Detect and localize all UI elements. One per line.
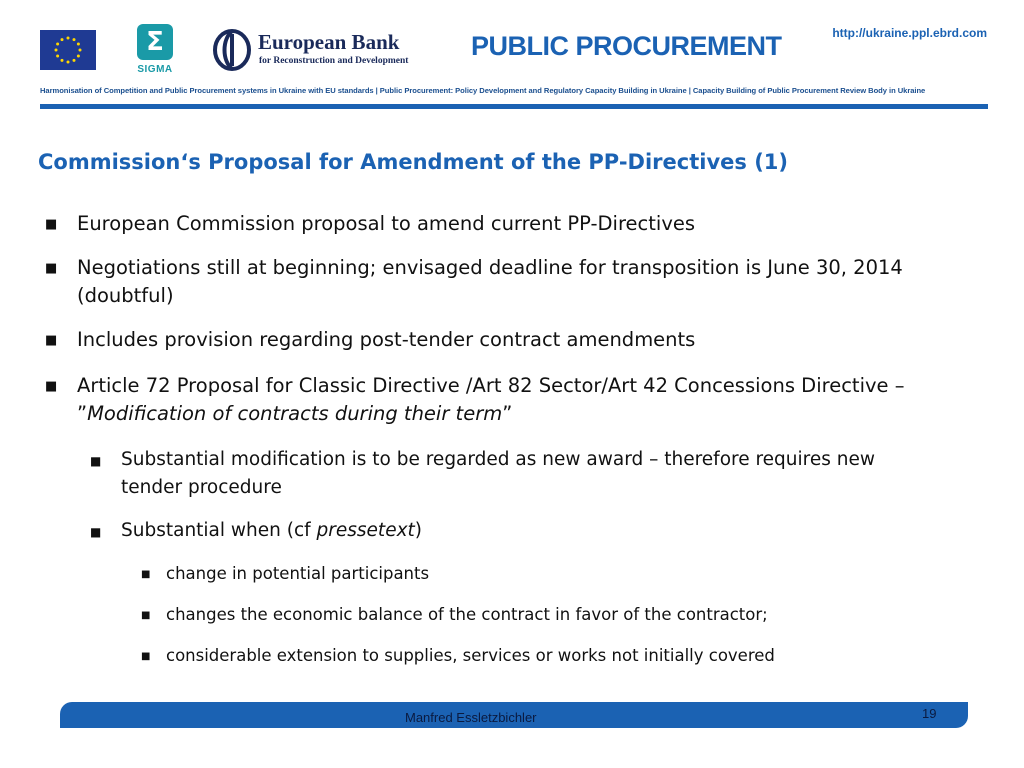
eu-flag-logo bbox=[40, 30, 96, 70]
bullet-item bbox=[45, 210, 957, 238]
bullet-text: considerable extension to supplies, services or works not initially covered bbox=[166, 646, 775, 665]
bullet-text-end: ) bbox=[414, 520, 422, 541]
header-divider bbox=[40, 104, 988, 109]
bullet-italic-text: pressetext bbox=[316, 520, 415, 541]
bullet-text: European Commission proposal to amend current PP-Directives bbox=[77, 212, 696, 235]
sigma-logo bbox=[132, 24, 178, 78]
bullet-text: change in potential participants bbox=[166, 564, 430, 583]
eu-star-icon bbox=[61, 59, 64, 62]
program-tagline: Harmonisation of Competition and Public Procurement systems in Ukraine with EU standards | Public Procurement: Policy Development and Regulatory Capacity Building in Ukraine | Capacity Building of Public Procurement Review Body in Ukraine bbox=[40, 86, 926, 95]
eu-star-icon bbox=[67, 61, 70, 64]
sub-bullet-item bbox=[90, 517, 941, 545]
eu-star-icon bbox=[56, 43, 59, 46]
program-title: PUBLIC PROCUREMENT bbox=[471, 31, 782, 61]
ebrd-subtitle: for Reconstruction and Development bbox=[259, 56, 409, 66]
bullet-item bbox=[45, 326, 957, 354]
sub-sub-bullet-item bbox=[141, 645, 966, 667]
bullet-text: Substantial when (cf bbox=[121, 520, 317, 541]
sub-sub-bullet-item bbox=[141, 563, 966, 585]
bullet-square-icon: ■ bbox=[45, 379, 58, 394]
eu-star-icon bbox=[79, 49, 82, 52]
bullet-square-icon: ■ bbox=[141, 651, 151, 662]
bullet-square-icon: ■ bbox=[45, 217, 58, 232]
bullet-text: changes the economic balance of the contract in favor of the contractor; bbox=[166, 605, 768, 624]
footer-author: Manfred Essletzbichler bbox=[405, 710, 537, 725]
bullet-square-icon: ■ bbox=[141, 569, 151, 580]
eu-star-icon bbox=[73, 59, 76, 62]
bullet-text: Article 72 Proposal for Classic Directive /Art 82 Sector/Art 42 Concessions Directive – ” bbox=[77, 374, 905, 425]
bullet-square-icon: ■ bbox=[45, 333, 58, 348]
bullet-text: Negotiations still at beginning; envisaged deadline for transposition is June 30, 2014 (doubtful) bbox=[77, 256, 903, 307]
eu-star-icon bbox=[55, 49, 58, 52]
bullet-square-icon: ■ bbox=[90, 525, 102, 539]
eu-star-icon bbox=[56, 55, 59, 58]
sigma-symbol: Σ bbox=[137, 24, 173, 60]
sub-sub-bullet-item bbox=[141, 604, 966, 626]
bullet-square-icon: ■ bbox=[45, 261, 58, 276]
bullet-text: Substantial modification is to be regarded as new award – therefore requires new tender procedure bbox=[121, 449, 876, 498]
bullet-item bbox=[45, 254, 957, 310]
eu-star-icon bbox=[77, 43, 80, 46]
eu-star-icon bbox=[73, 38, 76, 41]
page-number: 19 bbox=[922, 706, 937, 721]
sigma-label: SIGMA bbox=[137, 64, 173, 75]
bullet-text-end: ” bbox=[502, 402, 513, 425]
bullet-item bbox=[45, 372, 957, 428]
program-url[interactable]: http://ukraine.ppl.ebrd.com bbox=[832, 26, 987, 40]
bullet-square-icon: ■ bbox=[90, 454, 102, 468]
eu-stars-icon bbox=[40, 30, 96, 70]
ebrd-emblem-icon bbox=[212, 28, 252, 72]
bullet-text: Includes provision regarding post-tender contract amendments bbox=[77, 328, 696, 351]
ebrd-logo bbox=[212, 28, 432, 72]
ebrd-name: European Bank bbox=[258, 30, 400, 54]
eu-star-icon bbox=[77, 55, 80, 58]
slide-title: Commission‘s Proposal for Amendment of the PP-Directives (1) bbox=[38, 150, 789, 174]
bullet-square-icon: ■ bbox=[141, 610, 151, 621]
bullet-italic-text: Modification of contracts during their term bbox=[87, 402, 503, 425]
sub-bullet-item bbox=[90, 446, 941, 502]
eu-star-icon bbox=[67, 37, 70, 40]
eu-star-icon bbox=[61, 38, 64, 41]
